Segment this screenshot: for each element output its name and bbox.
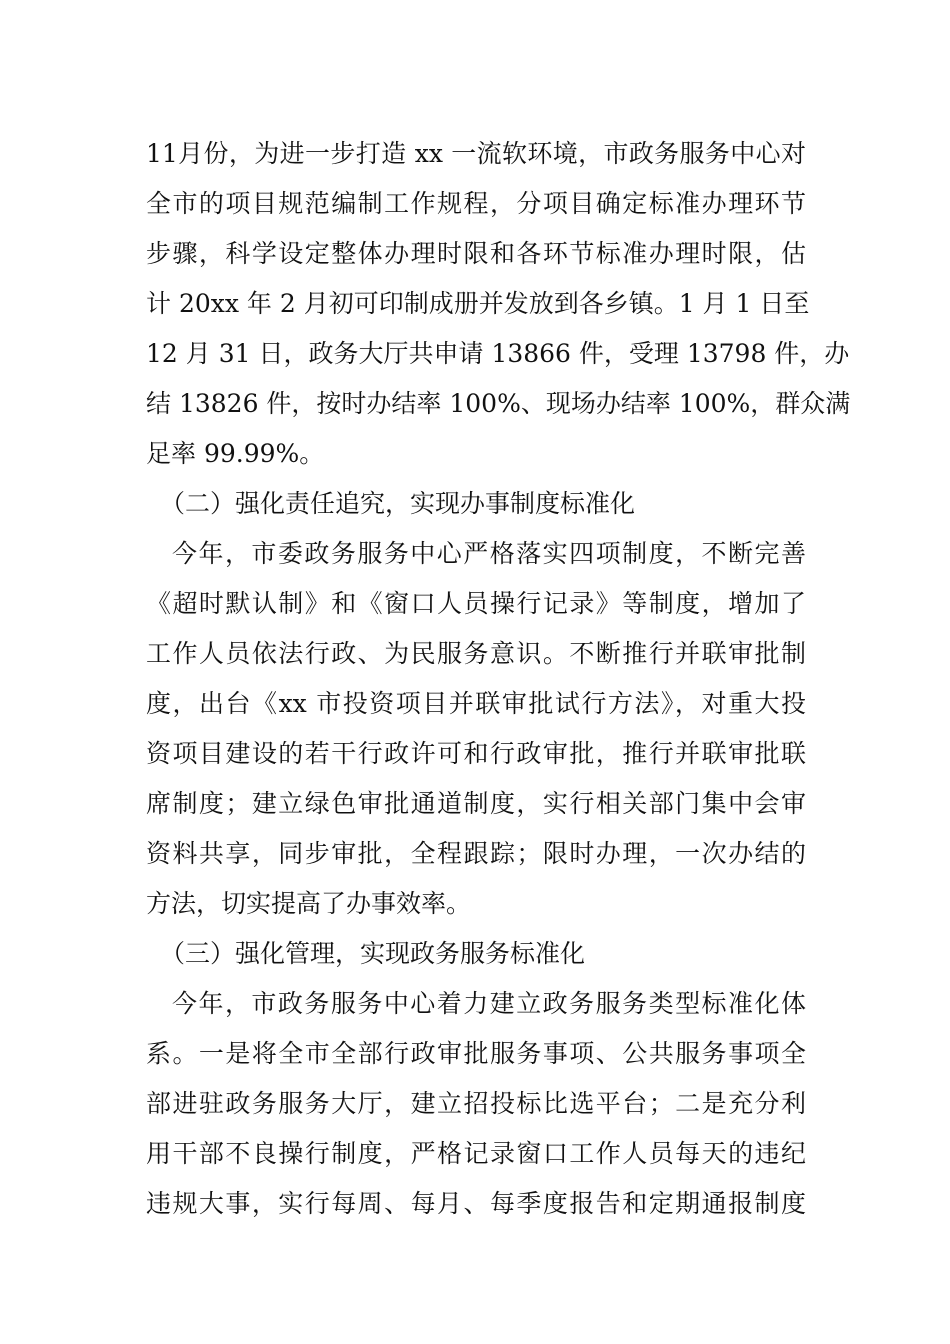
paragraph-2-line-5: 资项目建设的若干行政许可和行政审批，推行并联审批联 [146,739,806,768]
paragraph-3-line-2: 系。一是将全市全部行政审批服务事项、公共服务事项全 [146,1039,806,1068]
paragraph-1-line-1: 11月份，为进一步打造 xx 一流软环境，市政务服务中心对 [146,139,806,168]
paragraph-1-line-3: 步骤，科学设定整体办理时限和各环节标准办理时限，估 [146,239,806,268]
paragraph-3-line-4: 用干部不良操行制度，严格记录窗口工作人员每天的违纪 [146,1139,806,1168]
paragraph-2-line-6: 席制度；建立绿色审批通道制度，实行相关部门集中会审 [146,789,806,818]
paragraph-2-line-3: 工作人员依法行政、为民服务意识。不断推行并联审批制 [146,639,806,668]
section-heading-3: （三）强化管理，实现政务服务标准化 [160,939,586,968]
paragraph-1-line-6: 结 13826 件，按时办结率 100%、现场办结率 100%，群众满 [146,389,851,418]
paragraph-3-line-5: 违规大事，实行每周、每月、每季度报告和定期通报制度 [146,1189,806,1218]
paragraph-2-line-4: 度，出台《xx 市投资项目并联审批试行方法》，对重大投 [146,689,806,718]
paragraph-2-line-7: 资料共享，同步审批，全程跟踪；限时办理，一次办结的 [146,839,806,868]
paragraph-1-line-5: 12 月 31 日，政务大厅共申请 13866 件，受理 13798 件，办 [146,339,850,368]
paragraph-1-line-4: 计 20xx 年 2 月初可印制成册并发放到各乡镇。1 月 1 日至 [146,289,810,318]
paragraph-1-line-7: 足率 99.99%。 [146,439,325,468]
paragraph-2-line-2: 《超时默认制》和《窗口人员操行记录》等制度，增加了 [146,589,806,618]
paragraph-1-line-2: 全市的项目规范编制工作规程，分项目确定标准办理环节 [146,189,806,218]
paragraph-3-line-1: 今年，市政务服务中心着力建立政务服务类型标准化体 [172,989,806,1018]
paragraph-3-line-3: 部进驻政务服务大厅，建立招投标比选平台；二是充分利 [146,1089,806,1118]
paragraph-2-line-1: 今年，市委政务服务中心严格落实四项制度，不断完善 [172,539,806,568]
paragraph-2-line-8: 方法，切实提高了办事效率。 [146,889,472,918]
section-heading-2: （二）强化责任追究，实现办事制度标准化 [160,489,636,518]
